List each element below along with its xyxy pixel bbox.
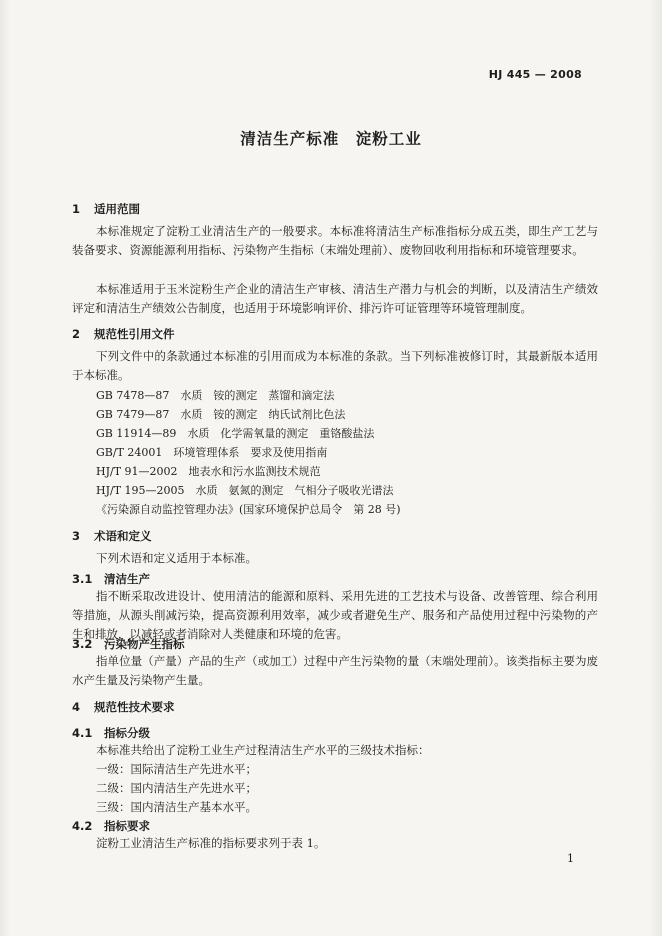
subsection-4-2-heading <box>72 818 150 834</box>
section-1-heading <box>72 201 140 217</box>
section-number: 4 <box>72 700 81 714</box>
section-3-paragraph-1: 下列术语和定义适用于本标准。 <box>96 551 257 565</box>
subsection-title: 污染物产生指标 <box>104 637 185 651</box>
subsection-4-1-text: 本标准共给出了淀粉工业生产过程清洁生产水平的三级技术指标： <box>96 743 430 757</box>
subsection-3-2-heading <box>72 636 185 652</box>
subsection-4-2-text: 淀粉工业清洁生产标准的指标要求列于表 1。 <box>96 836 326 850</box>
reference-item: GB/T 24001 环境管理体系 要求及使用指南 <box>96 446 328 459</box>
page-number: 1 <box>567 852 574 865</box>
section-title: 术语和定义 <box>94 529 152 543</box>
reference-item: GB 11914—89 水质 化学需氧量的测定 重铬酸盐法 <box>96 427 375 440</box>
reference-item: 《污染源自动监控管理办法》(国家环境保护总局令 第 28 号) <box>96 503 401 516</box>
section-4-heading <box>72 699 175 715</box>
section-title: 规范性引用文件 <box>94 327 175 341</box>
section-2-heading <box>72 326 175 342</box>
section-1-paragraph-1: 本标准规定了淀粉工业清洁生产的一般要求。本标准将清洁生产标准指标分成五类，即生产工艺与装备要求、资源能源利用指标、污染物产生指标（末端处理前）、废物回收利用指标和环境管理要求。 <box>72 224 598 257</box>
section-number: 3 <box>72 529 81 543</box>
standard-code: HJ 445 — 2008 <box>488 68 582 81</box>
subsection-title: 清洁生产 <box>104 572 150 586</box>
document-title: 清洁生产标准 淀粉工业 <box>240 130 422 148</box>
section-1-paragraph-2: 本标准适用于玉米淀粉生产企业的清洁生产审核、清洁生产潜力与机会的判断，以及清洁生产绩效评定和清洁生产绩效公告制度，也适用于环境影响评价、排污许可证管理等环境管理制度。 <box>72 282 598 315</box>
subsection-number: 4.2 <box>72 819 93 833</box>
subsection-title: 指标要求 <box>104 819 150 833</box>
section-3-heading <box>72 528 152 544</box>
section-2-paragraph-1: 下列文件中的条款通过本标准的引用而成为本标准的条款。当下列标准被修订时，其最新版本适用于本标准。 <box>72 349 598 382</box>
level-item: 三级：国内清洁生产基本水平。 <box>96 800 257 814</box>
level-item: 一级：国际清洁生产先进水平； <box>96 762 257 776</box>
section-number: 1 <box>72 202 81 216</box>
reference-item: HJ/T 91—2002 地表水和污水监测技术规范 <box>96 465 321 478</box>
subsection-4-1-heading <box>72 725 150 741</box>
subsection-number: 4.1 <box>72 726 93 740</box>
reference-item: GB 7478—87 水质 铵的测定 蒸馏和滴定法 <box>96 389 335 402</box>
subsection-3-2-text: 指单位量（产量）产品的生产（或加工）过程中产生污染物的量（末端处理前）。该类指标主要为废水产生量及污染物产生量。 <box>72 654 598 687</box>
section-title: 适用范围 <box>94 202 140 216</box>
section-title: 规范性技术要求 <box>94 700 175 714</box>
section-number: 2 <box>72 327 81 341</box>
subsection-number: 3.2 <box>72 637 93 651</box>
reference-item: GB 7479—87 水质 铵的测定 纳氏试剂比色法 <box>96 408 346 421</box>
subsection-3-1-heading <box>72 571 150 587</box>
subsection-title: 指标分级 <box>104 726 150 740</box>
level-item: 二级：国内清洁生产先进水平； <box>96 781 257 795</box>
subsection-number: 3.1 <box>72 572 93 586</box>
subsection-3-1-text: 指不断采取改进设计、使用清洁的能源和原料、采用先进的工艺技术与设备、改善管理、综合利用等措施，从源头削减污染，提高资源利用效率，减少或者避免生产、服务和产品使用过程中污染物的产生和排放，以减轻或者消除对人类健康和环境的危害。 <box>72 589 598 641</box>
reference-item: HJ/T 195—2005 水质 氨氮的测定 气相分子吸收光谱法 <box>96 484 394 497</box>
